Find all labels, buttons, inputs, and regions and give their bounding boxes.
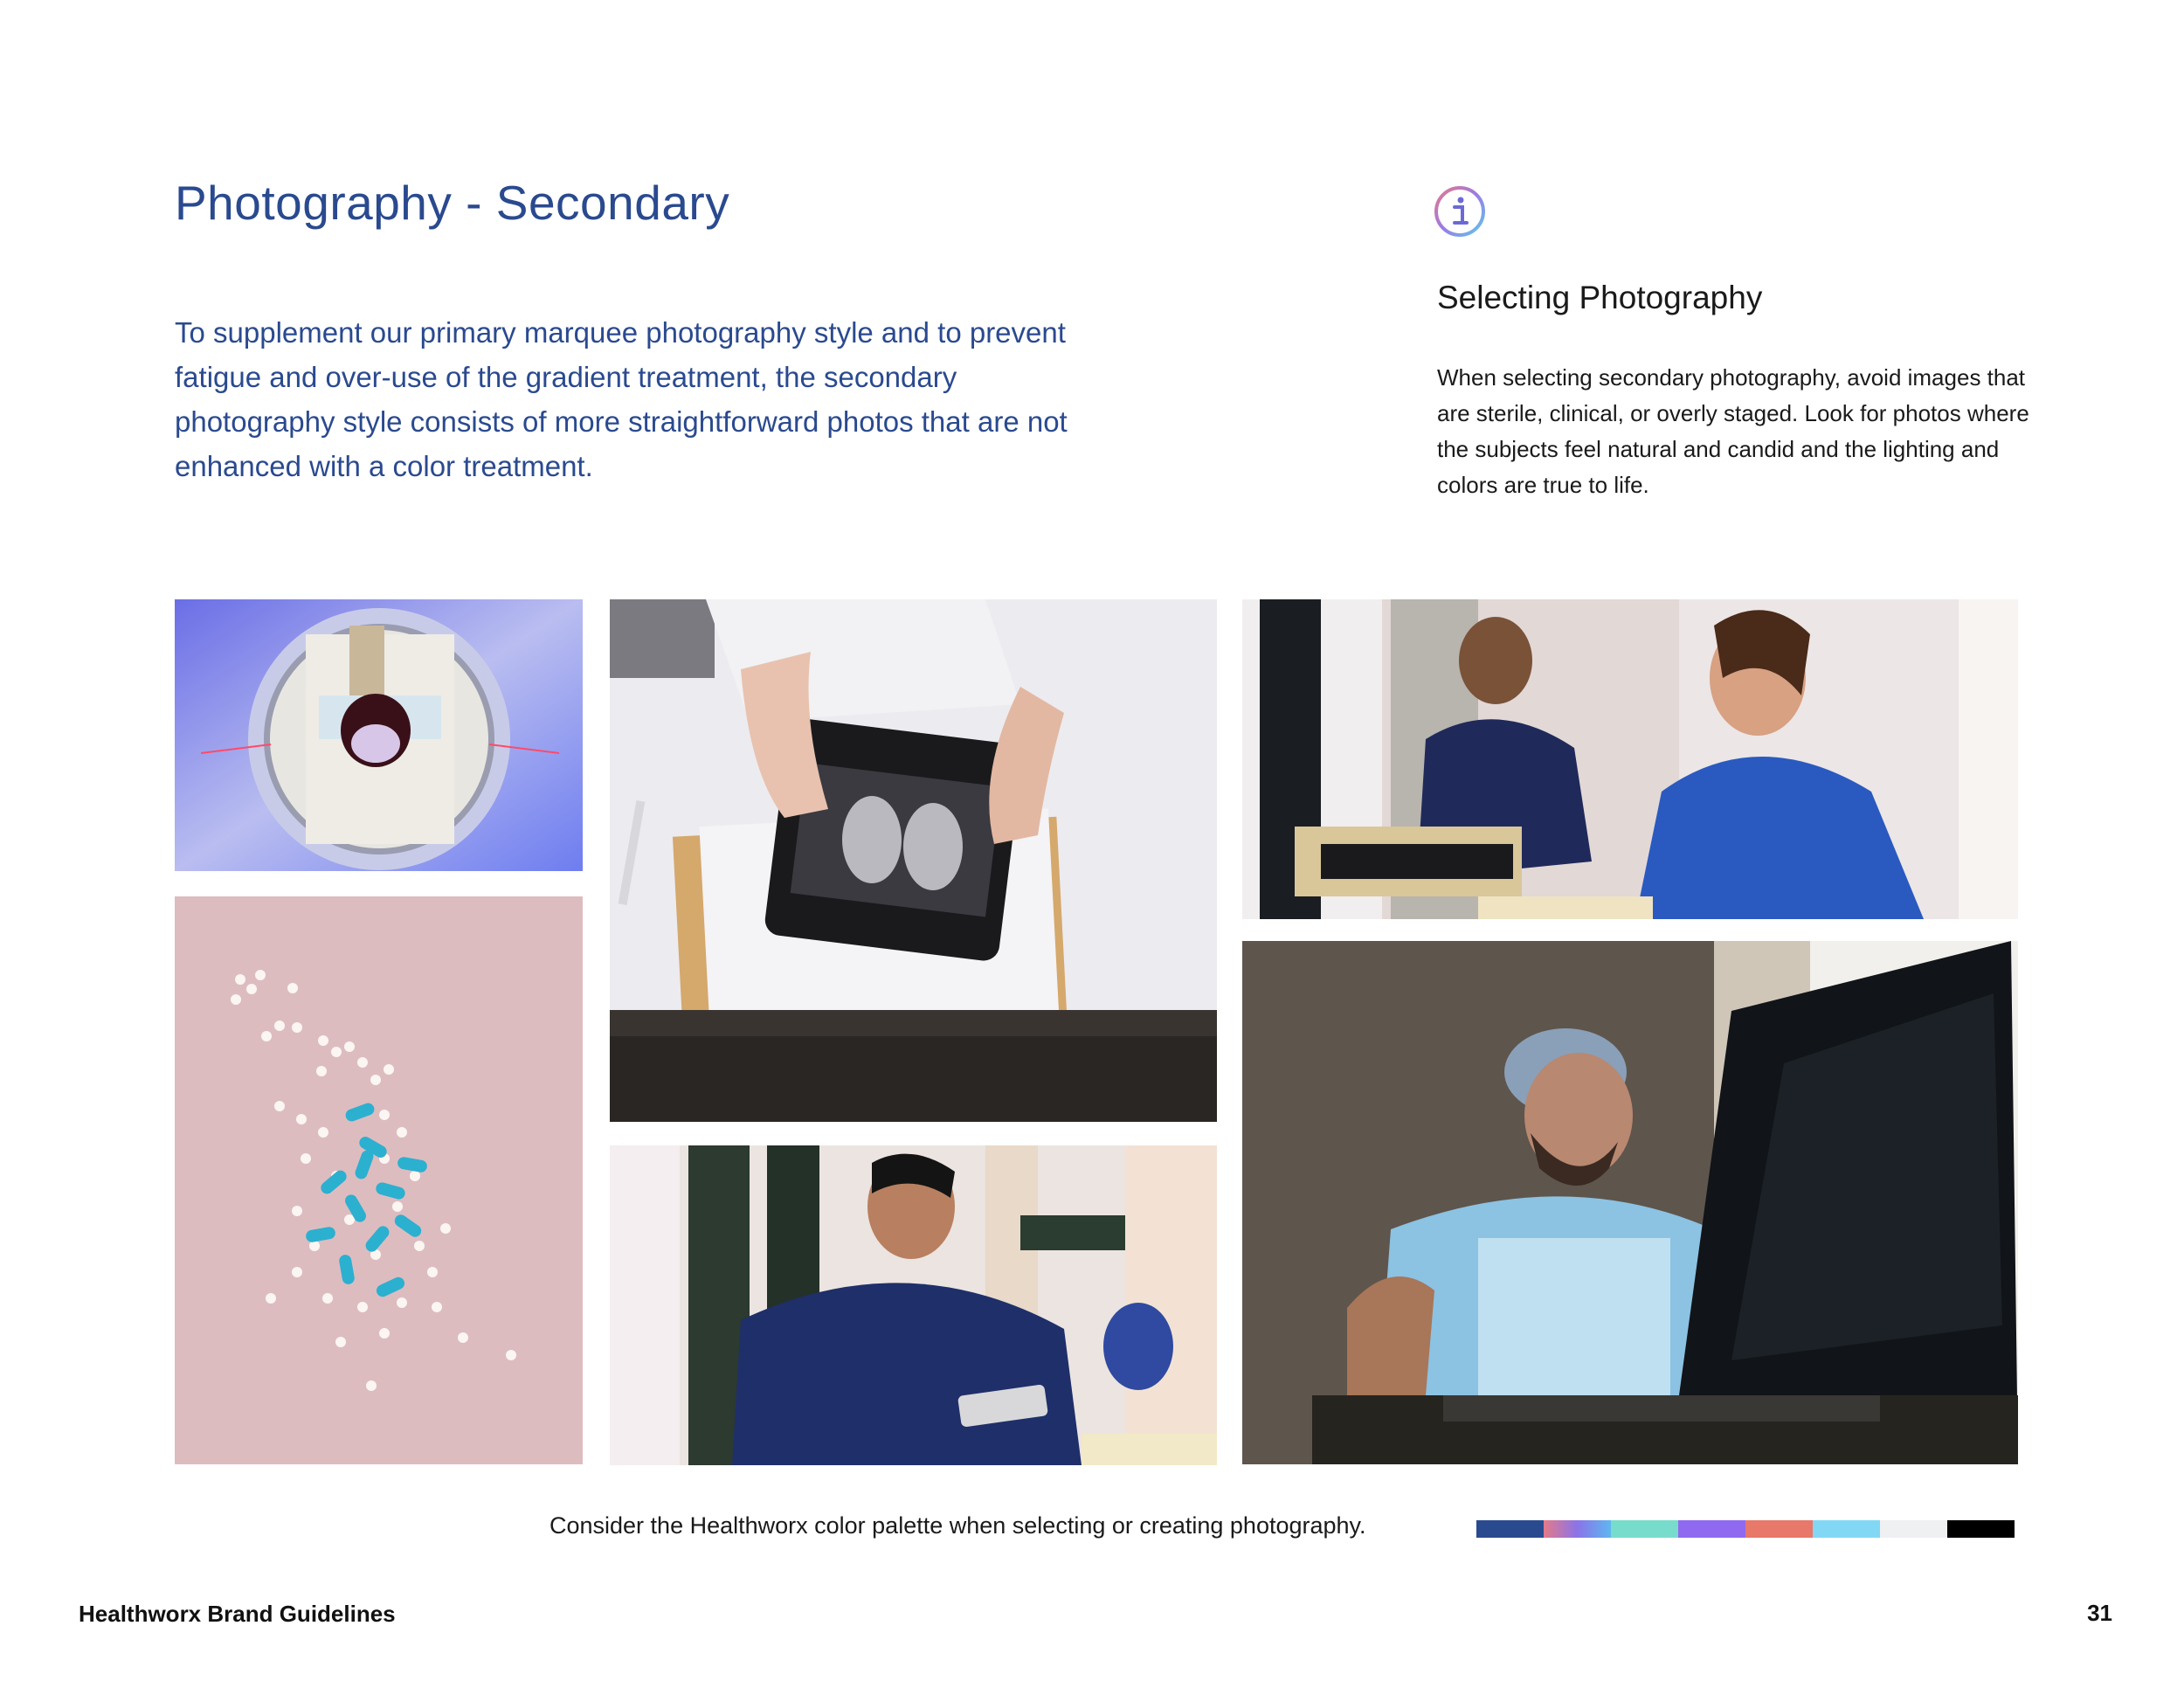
palette-swatch-8 — [1947, 1520, 2015, 1538]
surgeon-at-monitor-photo — [1242, 941, 2018, 1464]
palette-caption: Consider the Healthworx color palette when selecting or creating photography. — [549, 1512, 1366, 1539]
palette-swatch-1 — [1476, 1520, 1544, 1538]
palette-swatch-3 — [1611, 1520, 1678, 1538]
doctor-with-tablet-photo — [610, 1145, 1217, 1465]
palette-swatch-5 — [1745, 1520, 1813, 1538]
palette-swatch-4 — [1678, 1520, 1745, 1538]
intro-paragraph: To supplement our primary marquee photography style and to prevent fatigue and over-use of the gradient treatment, the secondary photography style consists of more straightforward photos that are not enhanced with a color treatment. — [175, 316, 1068, 482]
pills-on-pink-photo — [175, 896, 583, 1464]
page-number: 31 — [2087, 1600, 2112, 1626]
info-icon — [1433, 184, 1487, 239]
page-title: Photography - Secondary — [175, 176, 730, 230]
nurses-at-computers-photo — [1242, 599, 2018, 919]
sidebar-text: When selecting secondary photography, avoid images that are sterile, clinical, or overly staged. Look for photos where the subjects feel natural and candid and the lighting and colors are true to life. — [1437, 364, 2029, 498]
sidebar-heading: Selecting Photography — [1437, 280, 1763, 315]
footer-brand: Healthworx Brand Guidelines — [79, 1601, 396, 1627]
palette-swatch-7 — [1880, 1520, 1947, 1538]
color-palette-strip — [1476, 1520, 2015, 1538]
palette-swatch-2 — [1544, 1520, 1611, 1538]
xray-tablet-photo — [610, 599, 1217, 1122]
mri-scanner-photo — [175, 599, 583, 871]
palette-swatch-6 — [1813, 1520, 1880, 1538]
